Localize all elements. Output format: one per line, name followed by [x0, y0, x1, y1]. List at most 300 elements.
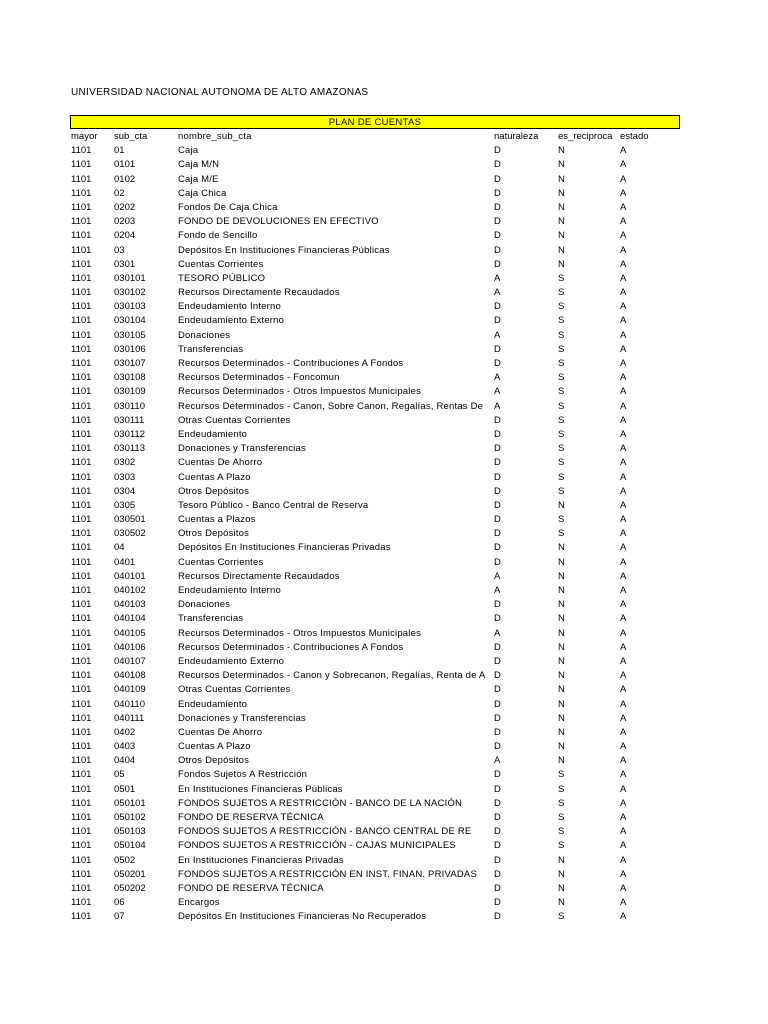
cell-nombre-sub-cta: Endeudamiento Externo: [178, 315, 285, 327]
cell-nombre-sub-cta: Recursos Determinados - Contribuciones A Fondos: [178, 641, 404, 653]
cell-sub-cta: 0401: [114, 556, 136, 568]
table-row: [71, 485, 691, 499]
cell-es-reciproca: N: [558, 201, 565, 213]
cell-naturaleza: D: [494, 769, 501, 781]
cell-es-reciproca: N: [558, 897, 565, 909]
cell-es-reciproca: N: [558, 684, 565, 696]
cell-nombre-sub-cta: En Instituciones Financieras Privadas: [178, 854, 344, 866]
cell-naturaleza: D: [494, 712, 501, 724]
cell-estado: A: [620, 755, 627, 767]
cell-sub-cta: 050201: [114, 868, 146, 880]
cell-es-reciproca: N: [558, 244, 565, 256]
cell-es-reciproca: S: [558, 485, 565, 497]
cell-estado: A: [620, 698, 627, 710]
cell-naturaleza: D: [494, 471, 501, 483]
cell-naturaleza: D: [494, 173, 501, 185]
table-row: [71, 187, 691, 201]
table-header-row: [71, 130, 691, 144]
cell-naturaleza: D: [494, 826, 501, 838]
cell-mayor: 1101: [71, 301, 92, 313]
cell-sub-cta: 040110: [114, 698, 145, 710]
cell-naturaleza: D: [494, 670, 501, 682]
cell-es-reciproca: N: [558, 230, 565, 242]
cell-naturaleza: A: [494, 400, 501, 412]
cell-naturaleza: D: [494, 868, 501, 880]
table-row: [71, 754, 691, 768]
cell-es-reciproca: N: [558, 216, 565, 228]
cell-sub-cta: 030109: [114, 386, 146, 398]
accounts-table: [71, 130, 691, 925]
cell-estado: A: [620, 159, 627, 171]
cell-es-reciproca: S: [558, 797, 565, 809]
cell-es-reciproca: S: [558, 812, 565, 823]
column-header-estado: estado: [620, 131, 649, 142]
cell-nombre-sub-cta: Caja Chica: [178, 187, 227, 199]
table-row: [71, 300, 691, 314]
cell-naturaleza: D: [494, 882, 501, 894]
table-row: [71, 683, 691, 697]
cell-naturaleza: D: [494, 783, 501, 795]
cell-estado: A: [620, 712, 627, 724]
cell-es-reciproca: N: [558, 159, 565, 171]
cell-sub-cta: 0302: [114, 457, 136, 469]
table-row: [71, 400, 691, 414]
column-header-mayor: mayor: [71, 131, 98, 142]
cell-mayor: 1101: [71, 755, 92, 767]
cell-nombre-sub-cta: Recursos Determinados - Foncomun: [178, 372, 340, 384]
cell-es-reciproca: S: [558, 386, 565, 398]
cell-estado: A: [620, 528, 627, 540]
cell-estado: A: [620, 783, 627, 795]
cell-mayor: 1101: [71, 343, 92, 355]
cell-estado: A: [620, 244, 627, 256]
cell-mayor: 1101: [71, 358, 92, 369]
cell-sub-cta: 050202: [114, 882, 146, 894]
table-row: [71, 314, 691, 328]
cell-mayor: 1101: [71, 443, 92, 455]
cell-estado: A: [620, 301, 627, 313]
cell-naturaleza: D: [494, 684, 501, 696]
cell-mayor: 1101: [71, 726, 92, 738]
table-row: [71, 896, 691, 910]
cell-mayor: 1101: [71, 471, 92, 483]
cell-naturaleza: A: [494, 627, 501, 639]
cell-nombre-sub-cta: Caja M/E: [178, 173, 219, 185]
column-header-naturaleza: naturaleza: [494, 131, 539, 142]
cell-es-reciproca: S: [558, 272, 565, 284]
cell-mayor: 1101: [71, 655, 92, 667]
table-row: [71, 783, 691, 797]
table-row: [71, 329, 691, 343]
cell-es-reciproca: S: [558, 826, 565, 838]
cell-nombre-sub-cta: Cuentas Corrientes: [178, 556, 264, 568]
cell-naturaleza: A: [494, 329, 501, 341]
cell-nombre-sub-cta: FONDOS SUJETOS A RESTRICCIÓN EN INST. FINAN. PRIVADAS: [178, 868, 477, 880]
table-row: [71, 442, 691, 456]
cell-naturaleza: A: [494, 755, 501, 767]
cell-es-reciproca: N: [558, 726, 565, 738]
cell-estado: A: [620, 329, 627, 341]
cell-nombre-sub-cta: Cuentas Corrientes: [178, 258, 264, 270]
cell-estado: A: [620, 741, 627, 753]
cell-mayor: 1101: [71, 911, 92, 923]
cell-naturaleza: D: [494, 315, 501, 327]
cell-estado: A: [620, 812, 627, 823]
cell-estado: A: [620, 287, 627, 299]
column-header-sub-cta: sub_cta: [114, 131, 148, 142]
table-row: [71, 258, 691, 272]
cell-nombre-sub-cta: Otras Cuentas Corrientes: [178, 414, 291, 426]
cell-estado: A: [620, 826, 627, 838]
cell-mayor: 1101: [71, 145, 92, 157]
cell-es-reciproca: N: [558, 145, 565, 157]
cell-naturaleza: A: [494, 272, 501, 284]
cell-sub-cta: 0303: [114, 471, 136, 483]
cell-naturaleza: D: [494, 159, 501, 171]
cell-mayor: 1101: [71, 230, 92, 242]
cell-nombre-sub-cta: Otros Depósitos: [178, 755, 250, 767]
cell-naturaleza: A: [494, 570, 501, 582]
cell-naturaleza: D: [494, 698, 501, 710]
cell-estado: A: [620, 258, 627, 270]
cell-nombre-sub-cta: Endeudamiento Interno: [178, 301, 281, 313]
cell-naturaleza: D: [494, 443, 501, 455]
cell-mayor: 1101: [71, 882, 92, 894]
cell-sub-cta: 030103: [114, 301, 146, 313]
cell-es-reciproca: S: [558, 443, 565, 455]
cell-nombre-sub-cta: Otras Cuentas Corrientes: [178, 684, 291, 696]
cell-sub-cta: 040104: [114, 613, 146, 625]
cell-nombre-sub-cta: FONDO DE RESERVA TÉCNICA: [178, 882, 324, 894]
cell-naturaleza: D: [494, 358, 501, 369]
cell-estado: A: [620, 485, 627, 497]
cell-es-reciproca: S: [558, 329, 565, 341]
table-row: [71, 910, 691, 924]
cell-estado: A: [620, 556, 627, 568]
cell-estado: A: [620, 684, 627, 696]
cell-estado: A: [620, 457, 627, 469]
cell-estado: A: [620, 897, 627, 909]
table-row: [71, 712, 691, 726]
cell-mayor: 1101: [71, 670, 92, 682]
cell-estado: A: [620, 400, 627, 412]
table-row: [71, 556, 691, 570]
cell-nombre-sub-cta: FONDO DE DEVOLUCIONES EN EFECTIVO: [178, 216, 379, 228]
cell-es-reciproca: N: [558, 627, 565, 639]
cell-nombre-sub-cta: Donaciones: [178, 599, 231, 611]
table-row: [71, 641, 691, 655]
cell-sub-cta: 0403: [114, 741, 136, 753]
cell-naturaleza: D: [494, 187, 501, 199]
cell-sub-cta: 030111: [114, 414, 145, 426]
table-row: [71, 144, 691, 158]
cell-sub-cta: 0101: [114, 159, 136, 171]
cell-es-reciproca: N: [558, 641, 565, 653]
cell-naturaleza: D: [494, 414, 501, 426]
cell-estado: A: [620, 514, 627, 526]
cell-nombre-sub-cta: Donaciones y Transferencias: [178, 712, 306, 724]
cell-sub-cta: 040108: [114, 670, 146, 682]
table-row: [71, 513, 691, 527]
table-row: [71, 471, 691, 485]
cell-es-reciproca: S: [558, 528, 565, 540]
cell-mayor: 1101: [71, 287, 92, 299]
cell-nombre-sub-cta: Recursos Directamente Recaudados: [178, 570, 340, 582]
cell-sub-cta: 0203: [114, 216, 136, 228]
cell-nombre-sub-cta: Recursos Determinados - Canon, Sobre Canon, Regalías, Rentas De: [178, 400, 484, 412]
cell-estado: A: [620, 627, 627, 639]
cell-sub-cta: 040107: [114, 655, 146, 667]
cell-sub-cta: 02: [114, 187, 125, 199]
cell-nombre-sub-cta: Donaciones: [178, 329, 231, 341]
table-row: [71, 357, 691, 371]
cell-nombre-sub-cta: En Instituciones Financieras Públicas: [178, 783, 343, 795]
cell-sub-cta: 06: [114, 897, 125, 909]
table-row: [71, 669, 691, 683]
table-row: [71, 627, 691, 641]
cell-estado: A: [620, 911, 627, 923]
table-row: [71, 371, 691, 385]
cell-estado: A: [620, 655, 627, 667]
cell-estado: A: [620, 173, 627, 185]
cell-nombre-sub-cta: FONDOS SUJETOS A RESTRICCIÓN - BANCO CENTRAL DE RE: [178, 826, 472, 838]
table-row: [71, 584, 691, 598]
cell-mayor: 1101: [71, 641, 92, 653]
cell-estado: A: [620, 471, 627, 483]
cell-estado: A: [620, 840, 627, 852]
cell-sub-cta: 07: [114, 911, 125, 923]
table-row: [71, 768, 691, 782]
cell-nombre-sub-cta: Cuentas De Ahorro: [178, 457, 263, 469]
cell-estado: A: [620, 414, 627, 426]
cell-nombre-sub-cta: Otros Depósitos: [178, 485, 250, 497]
table-row: [71, 229, 691, 243]
cell-mayor: 1101: [71, 556, 92, 568]
cell-mayor: 1101: [71, 173, 92, 185]
cell-es-reciproca: N: [558, 556, 565, 568]
cell-nombre-sub-cta: Donaciones y Transferencias: [178, 443, 306, 455]
cell-naturaleza: D: [494, 258, 501, 270]
cell-sub-cta: 030105: [114, 329, 146, 341]
cell-es-reciproca: N: [558, 854, 565, 866]
cell-sub-cta: 030502: [114, 528, 146, 540]
cell-es-reciproca: S: [558, 514, 565, 526]
table-row: [71, 854, 691, 868]
cell-sub-cta: 030113: [114, 443, 145, 455]
cell-nombre-sub-cta: Recursos Determinados - Otros Impuestos Municipales: [178, 627, 422, 639]
table-row: [71, 428, 691, 442]
cell-es-reciproca: N: [558, 670, 565, 682]
cell-nombre-sub-cta: Cuentas De Ahorro: [178, 726, 263, 738]
cell-mayor: 1101: [71, 428, 92, 440]
cell-estado: A: [620, 358, 627, 369]
cell-mayor: 1101: [71, 840, 92, 852]
cell-nombre-sub-cta: Tesoro Público - Banco Central de Reserva: [178, 499, 369, 511]
cell-nombre-sub-cta: Otros Depósitos: [178, 528, 250, 540]
cell-mayor: 1101: [71, 698, 92, 710]
cell-estado: A: [620, 443, 627, 455]
cell-naturaleza: D: [494, 343, 501, 355]
table-row: [71, 825, 691, 839]
cell-mayor: 1101: [71, 499, 92, 511]
cell-nombre-sub-cta: Fondos De Caja Chica: [178, 201, 278, 213]
cell-naturaleza: A: [494, 386, 501, 398]
cell-nombre-sub-cta: FONDO DE RESERVA TÉCNICA: [178, 812, 324, 823]
cell-mayor: 1101: [71, 386, 92, 398]
cell-naturaleza: D: [494, 599, 501, 611]
cell-mayor: 1101: [71, 329, 92, 341]
cell-sub-cta: 0305: [114, 499, 136, 511]
cell-nombre-sub-cta: Transferencias: [178, 613, 244, 625]
cell-es-reciproca: S: [558, 457, 565, 469]
cell-mayor: 1101: [71, 684, 92, 696]
cell-nombre-sub-cta: Cuentas A Plazo: [178, 741, 251, 753]
cell-es-reciproca: N: [558, 258, 565, 270]
plan-de-cuentas-banner: PLAN DE CUENTAS: [70, 115, 680, 129]
cell-mayor: 1101: [71, 528, 92, 540]
cell-sub-cta: 030112: [114, 428, 145, 440]
cell-sub-cta: 030110: [114, 400, 145, 412]
cell-sub-cta: 0402: [114, 726, 136, 738]
cell-estado: A: [620, 854, 627, 866]
table-row: [71, 286, 691, 300]
cell-mayor: 1101: [71, 542, 92, 554]
cell-naturaleza: D: [494, 216, 501, 228]
cell-sub-cta: 040111: [114, 712, 145, 724]
cell-mayor: 1101: [71, 599, 92, 611]
cell-nombre-sub-cta: Transferencias: [178, 343, 244, 355]
cell-nombre-sub-cta: Endeudamiento Interno: [178, 585, 281, 596]
table-row: [71, 839, 691, 853]
cell-mayor: 1101: [71, 457, 92, 469]
table-row: [71, 414, 691, 428]
cell-es-reciproca: N: [558, 570, 565, 582]
cell-nombre-sub-cta: Recursos Directamente Recaudados: [178, 287, 340, 299]
table-row: [71, 882, 691, 896]
cell-sub-cta: 040109: [114, 684, 146, 696]
cell-nombre-sub-cta: TESORO PÚBLICO: [178, 272, 266, 284]
cell-mayor: 1101: [71, 741, 92, 753]
cell-es-reciproca: N: [558, 655, 565, 667]
cell-mayor: 1101: [71, 201, 92, 213]
cell-sub-cta: 030102: [114, 287, 146, 299]
cell-naturaleza: D: [494, 613, 501, 625]
cell-estado: A: [620, 726, 627, 738]
cell-es-reciproca: N: [558, 868, 565, 880]
cell-mayor: 1101: [71, 812, 92, 823]
cell-nombre-sub-cta: Cuentas a Plazos: [178, 514, 256, 526]
cell-es-reciproca: N: [558, 187, 565, 199]
cell-es-reciproca: S: [558, 372, 565, 384]
table-row: [71, 385, 691, 399]
cell-estado: A: [620, 386, 627, 398]
cell-mayor: 1101: [71, 868, 92, 880]
cell-estado: A: [620, 230, 627, 242]
cell-nombre-sub-cta: Fondos Sujetos A Restricción: [178, 769, 308, 781]
cell-es-reciproca: S: [558, 414, 565, 426]
cell-naturaleza: D: [494, 556, 501, 568]
cell-naturaleza: D: [494, 528, 501, 540]
cell-sub-cta: 040102: [114, 585, 146, 596]
cell-mayor: 1101: [71, 613, 92, 625]
cell-es-reciproca: S: [558, 428, 565, 440]
cell-naturaleza: D: [494, 726, 501, 738]
cell-es-reciproca: N: [558, 599, 565, 611]
cell-estado: A: [620, 216, 627, 228]
cell-sub-cta: 0404: [114, 755, 136, 767]
cell-naturaleza: D: [494, 428, 501, 440]
cell-sub-cta: 04: [114, 542, 125, 554]
cell-naturaleza: D: [494, 741, 501, 753]
cell-mayor: 1101: [71, 826, 92, 838]
cell-estado: A: [620, 670, 627, 682]
cell-naturaleza: D: [494, 145, 501, 157]
cell-es-reciproca: N: [558, 173, 565, 185]
cell-es-reciproca: S: [558, 315, 565, 327]
cell-estado: A: [620, 542, 627, 554]
cell-estado: A: [620, 882, 627, 894]
cell-naturaleza: D: [494, 911, 501, 923]
cell-sub-cta: 050103: [114, 826, 146, 838]
cell-estado: A: [620, 499, 627, 511]
cell-sub-cta: 030104: [114, 315, 146, 327]
cell-estado: A: [620, 145, 627, 157]
cell-nombre-sub-cta: FONDOS SUJETOS A RESTRICCIÓN - CAJAS MUNICIPALES: [178, 840, 456, 852]
cell-naturaleza: D: [494, 514, 501, 526]
cell-es-reciproca: S: [558, 783, 565, 795]
cell-sub-cta: 030107: [114, 358, 146, 369]
cell-estado: A: [620, 343, 627, 355]
cell-naturaleza: D: [494, 840, 501, 852]
table-row: [71, 201, 691, 215]
cell-mayor: 1101: [71, 854, 92, 866]
table-row: [71, 655, 691, 669]
cell-sub-cta: 0304: [114, 485, 136, 497]
cell-nombre-sub-cta: Depósitos En Instituciones Financieras Públicas: [178, 244, 390, 256]
cell-naturaleza: D: [494, 897, 501, 909]
organization-title: UNIVERSIDAD NACIONAL AUTONOMA DE ALTO AMAZONAS: [71, 87, 369, 98]
cell-mayor: 1101: [71, 485, 92, 497]
cell-mayor: 1101: [71, 187, 92, 199]
cell-estado: A: [620, 372, 627, 384]
cell-sub-cta: 050102: [114, 812, 146, 823]
table-row: [71, 244, 691, 258]
cell-naturaleza: D: [494, 201, 501, 213]
cell-naturaleza: D: [494, 244, 501, 256]
table-row: [71, 541, 691, 555]
table-body: [71, 144, 691, 924]
cell-sub-cta: 0202: [114, 201, 136, 213]
cell-naturaleza: D: [494, 797, 501, 809]
cell-nombre-sub-cta: Caja M/N: [178, 159, 220, 171]
cell-sub-cta: 040105: [114, 627, 146, 639]
cell-mayor: 1101: [71, 372, 92, 384]
cell-es-reciproca: S: [558, 911, 565, 923]
column-header-es-reciproca: es_reciproca: [558, 131, 613, 142]
cell-sub-cta: 0102: [114, 173, 136, 185]
cell-es-reciproca: S: [558, 358, 565, 369]
cell-nombre-sub-cta: Depósitos En Instituciones Financieras No Recuperados: [178, 911, 427, 923]
cell-estado: A: [620, 187, 627, 199]
cell-sub-cta: 03: [114, 244, 125, 256]
cell-mayor: 1101: [71, 514, 92, 526]
cell-estado: A: [620, 797, 627, 809]
table-row: [71, 272, 691, 286]
cell-mayor: 1101: [71, 159, 92, 171]
table-row: [71, 726, 691, 740]
cell-es-reciproca: N: [558, 882, 565, 894]
cell-mayor: 1101: [71, 258, 92, 270]
